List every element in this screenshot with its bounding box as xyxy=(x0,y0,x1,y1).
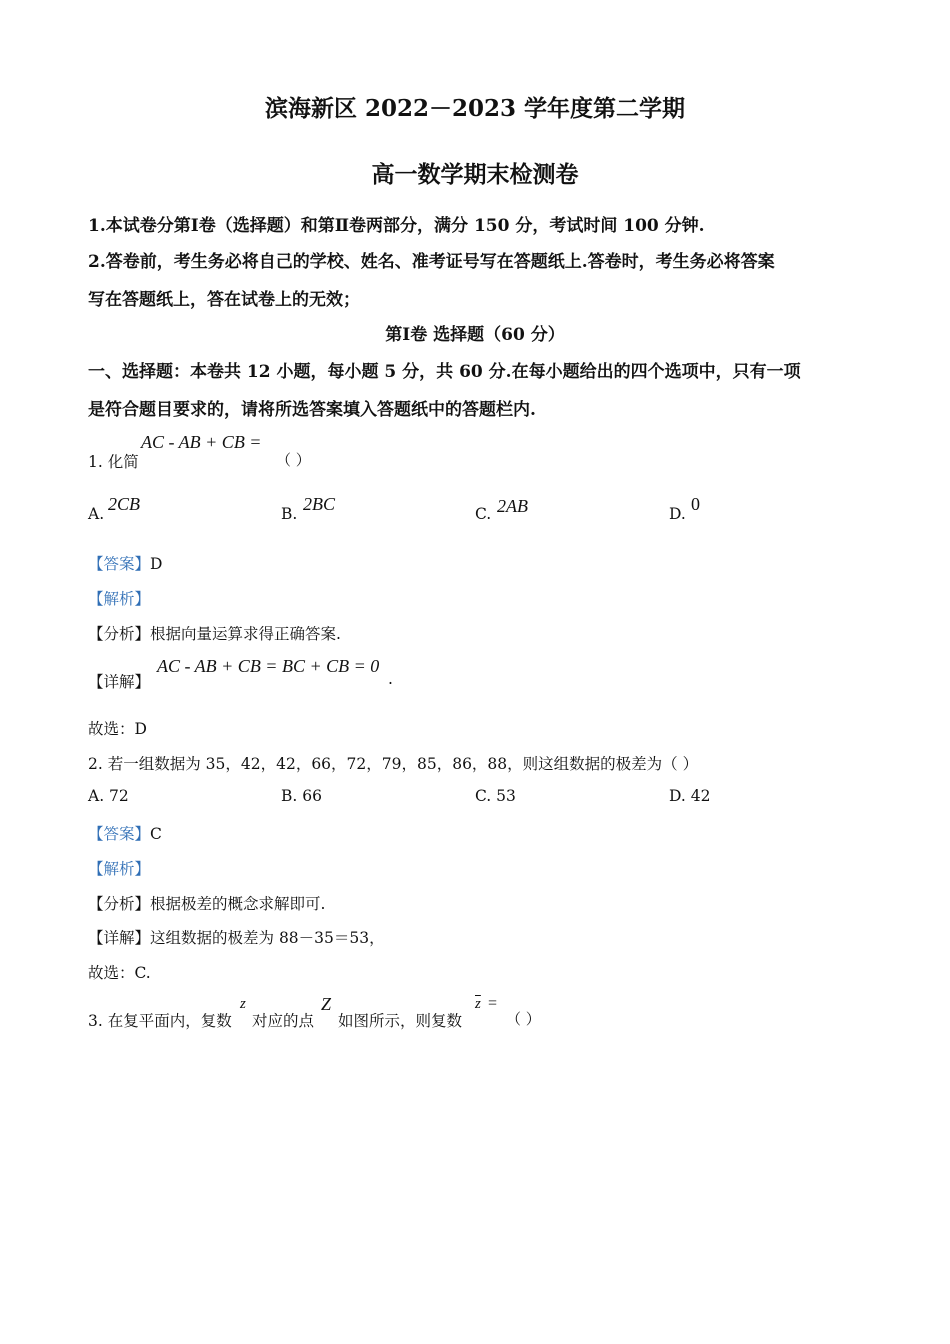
answer-tag: 【答案】 xyxy=(88,825,151,843)
q1-option-d-value: 0 xyxy=(691,494,700,514)
q2-option-c: C. 53 xyxy=(475,787,516,805)
answer-tag: 【答案】 xyxy=(88,555,151,573)
q3-var-z: z xyxy=(240,996,246,1012)
q1-option-a-value: 2CB xyxy=(108,494,141,514)
title-line1: 滨海新区 2022－2023 学年度第二学期 xyxy=(264,95,686,122)
instruction-2: 2.答卷前，考生务必将自己的学校、姓名、准考证号写在答题纸上.答卷时，考生务必将答案 xyxy=(88,252,775,272)
section-intro-2: 是符合题目要求的，请将所选答案填入答题纸中的答题栏内. xyxy=(88,400,536,420)
q3-var-Z: Z xyxy=(321,994,332,1014)
q3-eq: = xyxy=(488,995,498,1012)
q1-option-d-label: D. xyxy=(669,505,686,523)
fenxi-tag: 【分析】 xyxy=(88,895,151,913)
q1-answer xyxy=(88,552,162,574)
q3-zbar: $\overline{z}$ xyxy=(475,996,481,1012)
q1-option-b-label: B. xyxy=(281,505,298,523)
instruction-2-cont: 写在答题纸上，答在试卷上的无效； xyxy=(88,290,360,310)
q3-stem-c: 如图所示，则复数 xyxy=(338,1012,463,1030)
q1-option-b-value: 2BC xyxy=(303,494,336,514)
q1-detail-math: AC - AB + CB = BC + CB = 0 xyxy=(157,656,380,676)
q2-fenxi xyxy=(88,892,325,914)
q1-conclusion: 故选：D xyxy=(88,720,147,738)
q1-stem-prefix: 1. 化简 xyxy=(88,453,139,471)
q2-answer xyxy=(88,822,162,844)
q1-analysis-tag: 【解析】 xyxy=(88,590,151,608)
q2-conclusion: 故选：C. xyxy=(88,964,151,982)
q3-stem-b: 对应的点 xyxy=(252,1012,315,1030)
section-intro-1: 一、选择题：本卷共 12 小题，每小题 5 分，共 60 分.在每小题给出的四个选项中，只有一项 xyxy=(88,362,801,382)
q1-detail-end: . xyxy=(388,670,393,688)
q2-stem: 2. 若一组数据为 35，42，42，66，72，79，85，86，88，则这组数据的极差为（ ） xyxy=(88,755,699,773)
q1-option-a-label: A. xyxy=(88,505,105,523)
answer-value: D xyxy=(150,555,163,573)
detail-text: 这组数据的极差为 88－35＝53， xyxy=(150,929,385,947)
fenxi-text: 根据极差的概念求解即可. xyxy=(150,895,326,913)
q2-option-d: D. 42 xyxy=(669,787,711,805)
q1-option-c-value: 2AB xyxy=(497,496,528,516)
q2-option-a: A. 72 xyxy=(88,787,129,805)
instruction-1: 1.本试卷分第Ⅰ卷（选择题）和第Ⅱ卷两部分，满分 150 分，考试时间 100 分钟. xyxy=(88,216,705,236)
q2-detail xyxy=(88,926,385,948)
q3-stem-a: 3. 在复平面内，复数 xyxy=(88,1012,232,1030)
q1-detail-tag: 【详解】 xyxy=(88,673,151,691)
q1-option-c-label: C. xyxy=(475,505,492,523)
q3-paren: （ ） xyxy=(506,1010,541,1028)
q2-option-b: B. 66 xyxy=(281,787,322,805)
section-heading: 第Ⅰ卷 选择题（60 分） xyxy=(385,325,565,345)
q1-fenxi xyxy=(88,622,341,644)
answer-value: C xyxy=(150,825,162,843)
q1-stem-math: AC - AB + CB = xyxy=(141,432,262,452)
fenxi-text: 根据向量运算求得正确答案. xyxy=(150,625,341,643)
title-line2: 高一数学期末检测卷 xyxy=(371,161,579,188)
q2-analysis-tag: 【解析】 xyxy=(88,860,151,878)
fenxi-tag: 【分析】 xyxy=(88,625,151,643)
q1-stem-paren: （ ） xyxy=(276,451,311,469)
detail-tag: 【详解】 xyxy=(88,929,151,947)
